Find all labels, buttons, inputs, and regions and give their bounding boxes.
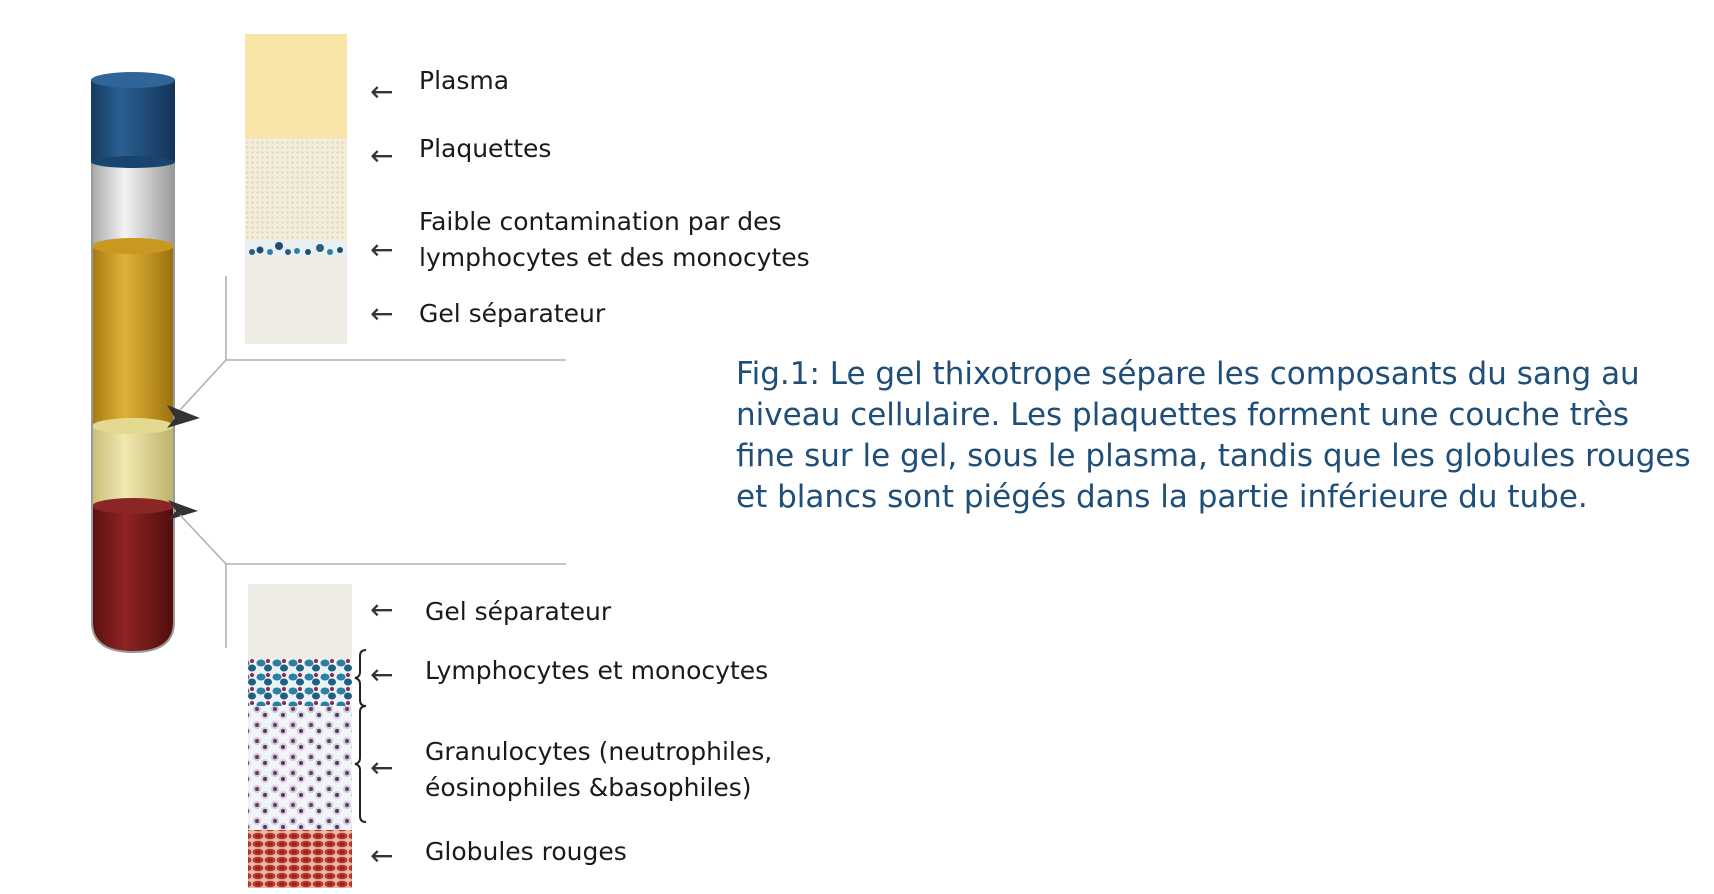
left-arrow-icon: ← bbox=[370, 839, 394, 872]
left-arrow-icon: ← bbox=[370, 297, 394, 330]
tube-red-cells-layer bbox=[92, 506, 174, 652]
label-line: Gel séparateur bbox=[419, 299, 606, 328]
figure-caption: Fig.1: Le gel thixotrope sépare les composants du sang au niveau cellulaire. Les plaquettes forment une couche très fine sur le gel, sous le plasma, tandis que les globules rouges et blancs sont piégés dans la partie inférieure du tube. bbox=[736, 356, 1691, 515]
platelet-band bbox=[245, 138, 347, 240]
lower-enlargement bbox=[248, 584, 352, 888]
label-gel-separateur-lower bbox=[425, 594, 611, 630]
lymphocyte-band bbox=[248, 658, 352, 706]
label-line: Gel séparateur bbox=[425, 597, 612, 626]
label-line: lymphocytes et des monocytes bbox=[419, 243, 810, 272]
label-plaquettes bbox=[419, 131, 551, 167]
left-arrow-icon: ← bbox=[370, 593, 394, 626]
blood-tube bbox=[91, 72, 200, 652]
left-arrow-icon: ← bbox=[370, 233, 394, 266]
gel-separator-band-lower bbox=[248, 584, 352, 658]
gel-separator-band-upper bbox=[245, 256, 347, 344]
brace-lymphocytes bbox=[355, 650, 366, 706]
plasma-band bbox=[245, 34, 347, 138]
label-line: Faible contamination par des bbox=[419, 207, 782, 236]
braces bbox=[355, 650, 366, 822]
tube-empty-section bbox=[92, 160, 174, 250]
label-faible-contamination bbox=[419, 204, 810, 276]
red-cell-band bbox=[248, 830, 352, 888]
tube-gel-layer bbox=[92, 426, 174, 506]
label-lymphocytes-monocytes bbox=[425, 653, 768, 689]
label-globules-rouges bbox=[425, 834, 627, 870]
label-granulocytes bbox=[425, 734, 772, 806]
label-line: Plaquettes bbox=[419, 134, 552, 163]
left-arrow-icon: ← bbox=[370, 658, 394, 691]
brace-granulocytes bbox=[355, 706, 366, 822]
label-gel-separateur-upper bbox=[419, 296, 605, 332]
tube-gel-top bbox=[92, 418, 174, 434]
left-arrow-icon: ← bbox=[370, 139, 394, 172]
tube-red-top bbox=[92, 498, 174, 514]
tube-cap-top bbox=[91, 72, 175, 88]
left-arrow-icon: ← bbox=[370, 751, 394, 784]
callout-diagonal-upper bbox=[180, 360, 226, 410]
label-plasma bbox=[419, 63, 509, 99]
tube-serum-layer bbox=[92, 246, 174, 426]
label-line: éosinophiles &basophiles) bbox=[425, 773, 752, 802]
upper-enlargement bbox=[245, 34, 347, 344]
tube-serum-top bbox=[92, 238, 174, 254]
label-line: Globules rouges bbox=[425, 837, 627, 866]
label-line: Granulocytes (neutrophiles, bbox=[425, 737, 773, 766]
lymphocyte-contamination-band bbox=[245, 240, 347, 256]
left-arrow-icon: ← bbox=[370, 75, 394, 108]
label-line: Lymphocytes et monocytes bbox=[425, 656, 769, 685]
callout-diagonal-lower bbox=[180, 515, 226, 564]
label-line: Plasma bbox=[419, 66, 510, 95]
granulocyte-band bbox=[248, 706, 352, 830]
tube-cap bbox=[91, 80, 175, 162]
tube-cap-bottom bbox=[91, 156, 175, 168]
